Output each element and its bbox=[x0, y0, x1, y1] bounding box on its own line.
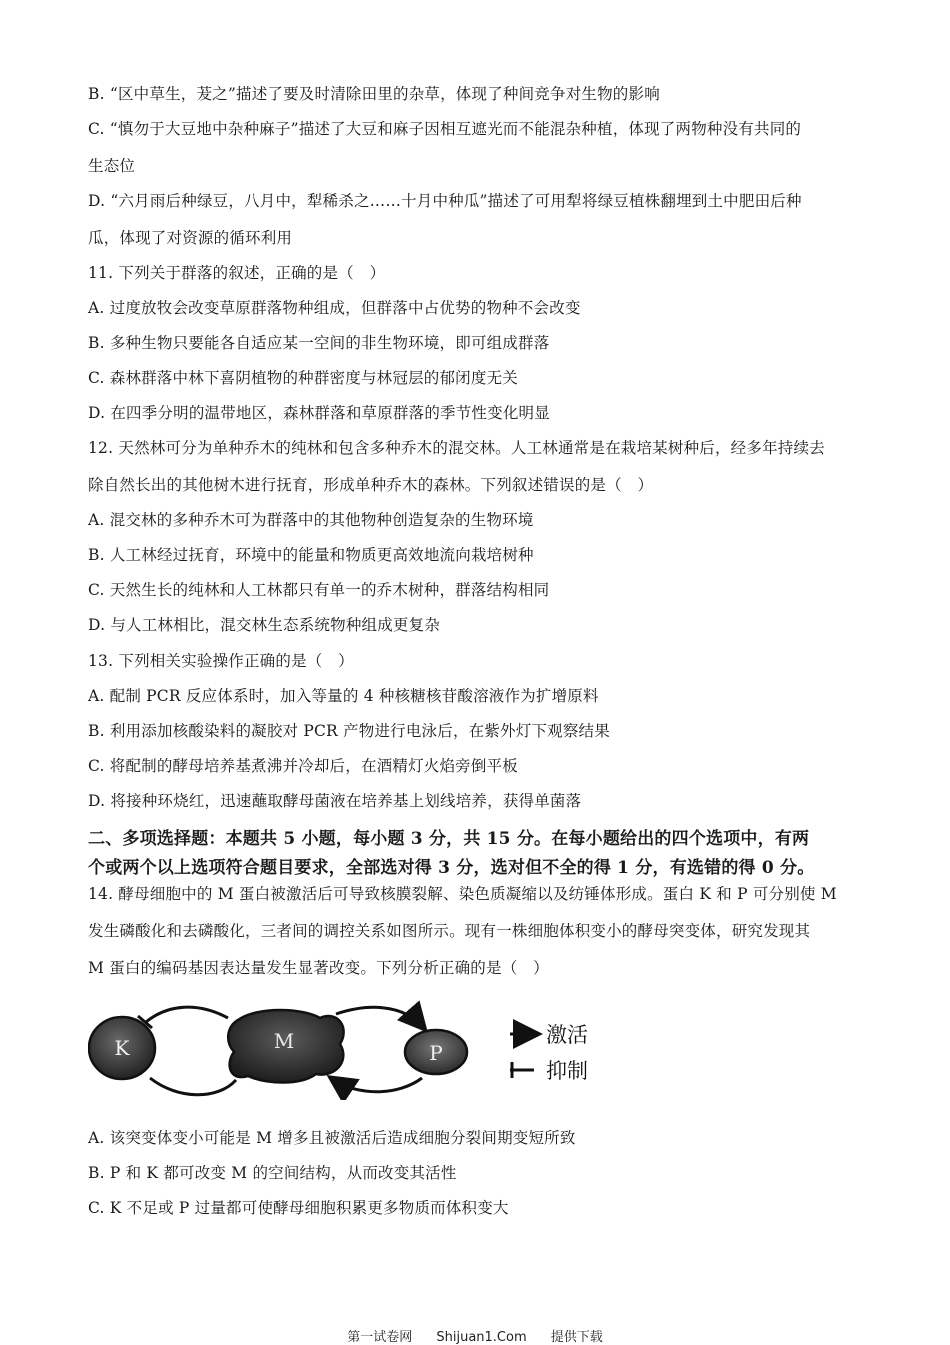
section-2-heading-cont: 个或两个以上选项符合题目要求，全部选对得 3 分，选对但不全的得 1 分，有选错的得 0 分。 bbox=[88, 858, 815, 878]
option-d-q11: D. 在四季分明的温带地区，森林群落和草原群落的季节性变化明显 bbox=[88, 404, 550, 422]
option-d-q13: D. 将接种环烧红，迅速蘸取酵母菌液在培养基上划线培养，获得单菌落 bbox=[88, 792, 582, 810]
protein-m-cell bbox=[228, 1010, 343, 1083]
question-12-cont: 除自然长出的其他树木进行抚育，形成单种乔木的森林。下列叙述错误的是（ ） bbox=[88, 476, 654, 494]
question-14-cont-1: 发生磷酸化和去磷酸化，三者间的调控关系如图所示。现有一株细胞体积变小的酵母突变体，研究发现其 bbox=[88, 922, 811, 940]
option-b-q14: B. P 和 K 都可改变 M 的空间结构，从而改变其活性 bbox=[88, 1164, 457, 1182]
legend-inhibit-label: 抑制 bbox=[546, 1059, 588, 1083]
protein-k-label: K bbox=[114, 1036, 130, 1060]
option-a-q13: A. 配制 PCR 反应体系时，加入等量的 4 种核糖核苷酸溶液作为扩增原料 bbox=[88, 687, 599, 705]
option-a-q11: A. 过度放牧会改变草原群落物种组成，但群落中占优势的物种不会改变 bbox=[88, 299, 581, 317]
question-14: 14. 酵母细胞中的 M 蛋白被激活后可导致核膜裂解、染色质凝缩以及纺锤体形成。蛋白 K 和 P 可分别使 M bbox=[88, 885, 837, 903]
question-13: 13. 下列相关实验操作正确的是（ ） bbox=[88, 652, 354, 670]
section-2-heading: 二、多项选择题：本题共 5 小题，每小题 3 分，共 15 分。在每小题给出的四个选项中，有两 bbox=[88, 829, 810, 849]
protein-m-label: M bbox=[273, 1029, 295, 1053]
option-a-q12: A. 混交林的多种乔木可为群落中的其他物种创造复杂的生物环境 bbox=[88, 511, 534, 529]
question-14-cont-2: M 蛋白的编码基因表达量发生显著改变。下列分析正确的是（ ） bbox=[88, 959, 549, 977]
question-12: 12. 天然林可分为单种乔木的纯林和包含多种乔木的混交林。人工林通常是在栽培某树种后，经多年持续去 bbox=[88, 439, 825, 457]
footer-domain[interactable]: Shijuan1.Com bbox=[436, 1330, 527, 1345]
option-b-q13: B. 利用添加核酸染料的凝胶对 PCR 产物进行电泳后，在紫外灯下观察结果 bbox=[88, 722, 610, 740]
option-a-q14: A. 该突变体变小可能是 M 增多且被激活后造成细胞分裂间期变短所致 bbox=[88, 1129, 576, 1147]
option-c-q10: C. “慎勿于大豆地中杂种麻子”描述了大豆和麻子因相互遮光而不能混杂种植，体现了两物种没有共同的 bbox=[88, 120, 802, 138]
regulation-diagram bbox=[88, 1000, 608, 1100]
option-b-q10: B. “区中草生，茇之”描述了要及时清除田里的杂草，体现了种间竞争对生物的影响 bbox=[88, 85, 660, 103]
protein-p-label: P bbox=[429, 1041, 443, 1065]
option-c-q11: C. 森林群落中林下喜阴植物的种群密度与林冠层的郁闭度无关 bbox=[88, 369, 518, 387]
option-b-q12: B. 人工林经过抚育，环境中的能量和物质更高效地流向栽培树种 bbox=[88, 546, 534, 564]
legend-activate-label: 激活 bbox=[546, 1023, 588, 1047]
arc-m-to-k bbox=[146, 1007, 228, 1022]
option-d-q10: D. “六月雨后种绿豆，八月中，犁稀杀之……十月中种瓜”描述了可用犁将绿豆植株翻埋到土中肥田后种 bbox=[88, 192, 802, 210]
option-b-q11: B. 多种生物只要能各自适应某一空间的非生物环境，即可组成群落 bbox=[88, 334, 550, 352]
arc-k-to-m bbox=[150, 1078, 236, 1095]
option-c-q12: C. 天然生长的纯林和人工林都只有单一的乔木树种，群落结构相同 bbox=[88, 581, 550, 599]
arc-m-to-p bbox=[336, 1007, 422, 1026]
footer bbox=[0, 1326, 950, 1345]
option-d-q12: D. 与人工林相比，混交林生态系统物种组成更复杂 bbox=[88, 616, 441, 634]
option-c-q10-cont: 生态位 bbox=[88, 157, 136, 175]
legend bbox=[510, 1023, 588, 1083]
footer-note: 提供下载 bbox=[550, 1330, 603, 1345]
option-c-q13: C. 将配制的酵母培养基煮沸并冷却后，在酒精灯火焰旁倒平板 bbox=[88, 757, 518, 775]
question-11: 11. 下列关于群落的叙述，正确的是（ ） bbox=[88, 264, 386, 282]
option-c-q14: C. K 不足或 P 过量都可使酵母细胞积累更多物质而体积变大 bbox=[88, 1199, 509, 1217]
arc-p-to-m bbox=[334, 1078, 422, 1092]
protein-k-cell bbox=[89, 1017, 155, 1079]
protein-p-cell bbox=[405, 1030, 467, 1074]
regulation-diagram-svg bbox=[88, 1000, 608, 1100]
footer-site: 第一试卷网 bbox=[347, 1330, 413, 1345]
option-d-q10-cont: 瓜，体现了对资源的循环利用 bbox=[88, 229, 293, 247]
